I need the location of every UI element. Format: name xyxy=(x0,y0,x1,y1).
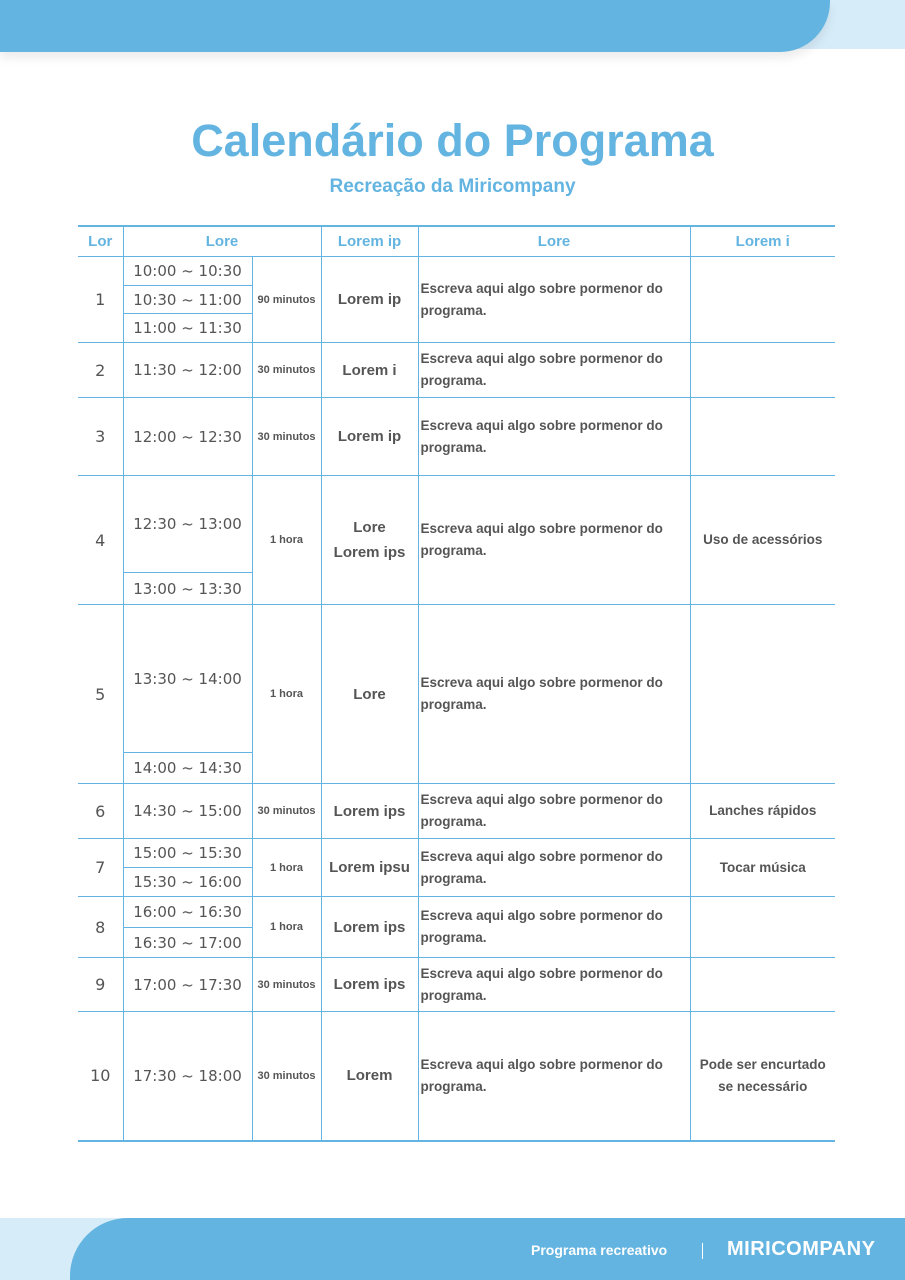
time-slot: 13:30 ~ 14:00 xyxy=(123,605,252,753)
column-header: Lorem i xyxy=(690,226,835,257)
row-number: 3 xyxy=(78,398,123,476)
schedule-table xyxy=(78,225,835,1142)
row-number: 5 xyxy=(78,605,123,784)
time-slot: 14:00 ~ 14:30 xyxy=(123,753,252,784)
column-header: Lor xyxy=(78,226,123,257)
activity-line: Lore xyxy=(353,519,386,536)
duration-cell: 1 hora xyxy=(252,605,321,784)
footer-label: Programa recreativo xyxy=(531,1242,668,1258)
time-slot: 17:30 ~ 18:00 xyxy=(123,1012,252,1141)
duration-cell: 30 minutos xyxy=(252,1012,321,1141)
row-number: 6 xyxy=(78,784,123,839)
description-cell: Escreva aqui algo sobre pormenor do programa. xyxy=(418,784,690,839)
column-header: Lore xyxy=(123,226,321,257)
row-number: 1 xyxy=(78,257,123,343)
footer-brand: MIRICOMPANY xyxy=(727,1238,876,1260)
table-header-row xyxy=(78,226,835,257)
row-number: 9 xyxy=(78,958,123,1012)
notes-cell xyxy=(690,958,835,1012)
duration-cell: 90 minutos xyxy=(252,257,321,343)
duration-cell: 1 hora xyxy=(252,839,321,897)
time-slot: 17:00 ~ 17:30 xyxy=(123,958,252,1012)
notes-cell: Pode ser encurtado se necessário xyxy=(690,1012,835,1141)
table-row xyxy=(78,605,835,753)
description-cell: Escreva aqui algo sobre pormenor do programa. xyxy=(418,897,690,958)
description-cell: Escreva aqui algo sobre pormenor do programa. xyxy=(418,257,690,343)
table-row xyxy=(78,839,835,868)
time-slot: 11:00 ~ 11:30 xyxy=(123,314,252,343)
time-slot: 15:00 ~ 15:30 xyxy=(123,839,252,868)
time-slot: 16:30 ~ 17:00 xyxy=(123,928,252,958)
column-header: Lorem ip xyxy=(321,226,418,257)
table-row xyxy=(78,1012,835,1141)
description-cell: Escreva aqui algo sobre pormenor do programa. xyxy=(418,398,690,476)
page-title: Calendário do Programa xyxy=(191,115,714,166)
table-row xyxy=(78,343,835,398)
time-slot: 14:30 ~ 15:00 xyxy=(123,784,252,839)
activity-cell: Lorem ips xyxy=(321,897,418,958)
table-row xyxy=(78,897,835,928)
table-row xyxy=(78,257,835,286)
notes-cell xyxy=(690,343,835,398)
table-row xyxy=(78,784,835,839)
activity-cell: Lorem ips xyxy=(321,958,418,1012)
notes-cell xyxy=(690,605,835,784)
duration-cell: 30 minutos xyxy=(252,398,321,476)
page-subtitle: Recreação da Miricompany xyxy=(329,176,576,197)
time-slot: 10:00 ~ 10:30 xyxy=(123,257,252,286)
notes-cell xyxy=(690,897,835,958)
notes-cell: Tocar música xyxy=(690,839,835,897)
duration-cell: 30 minutos xyxy=(252,784,321,839)
description-cell: Escreva aqui algo sobre pormenor do programa. xyxy=(418,839,690,897)
duration-cell: 30 minutos xyxy=(252,343,321,398)
row-number: 7 xyxy=(78,839,123,897)
activity-cell: Lorem ip xyxy=(321,257,418,343)
description-cell: Escreva aqui algo sobre pormenor do programa. xyxy=(418,605,690,784)
activity-cell: Lorem xyxy=(321,1012,418,1141)
time-slot: 15:30 ~ 16:00 xyxy=(123,868,252,897)
description-cell: Escreva aqui algo sobre pormenor do programa. xyxy=(418,476,690,605)
column-header: Lore xyxy=(418,226,690,257)
description-cell: Escreva aqui algo sobre pormenor do programa. xyxy=(418,958,690,1012)
notes-cell xyxy=(690,257,835,343)
description-cell: Escreva aqui algo sobre pormenor do programa. xyxy=(418,1012,690,1141)
header-band xyxy=(0,0,830,52)
notes-cell: Lanches rápidos xyxy=(690,784,835,839)
activity-cell xyxy=(321,476,418,605)
footer-divider xyxy=(702,1243,703,1259)
table-row xyxy=(78,398,835,476)
row-number: 2 xyxy=(78,343,123,398)
duration-cell: 1 hora xyxy=(252,897,321,958)
row-number: 4 xyxy=(78,476,123,605)
notes-cell xyxy=(690,398,835,476)
activity-line: Lorem ips xyxy=(333,544,406,561)
time-slot: 12:30 ~ 13:00 xyxy=(123,476,252,573)
time-slot: 16:00 ~ 16:30 xyxy=(123,897,252,928)
activity-cell: Lorem i xyxy=(321,343,418,398)
duration-cell: 30 minutos xyxy=(252,958,321,1012)
table-row xyxy=(78,958,835,1012)
time-slot: 12:00 ~ 12:30 xyxy=(123,398,252,476)
duration-cell: 1 hora xyxy=(252,476,321,605)
activity-cell: Lorem ips xyxy=(321,784,418,839)
notes-cell: Uso de acessórios xyxy=(690,476,835,605)
activity-cell: Lore xyxy=(321,605,418,784)
description-cell: Escreva aqui algo sobre pormenor do programa. xyxy=(418,343,690,398)
table-row xyxy=(78,476,835,573)
activity-cell: Lorem ipsu xyxy=(321,839,418,897)
time-slot: 11:30 ~ 12:00 xyxy=(123,343,252,398)
row-number: 10 xyxy=(78,1012,123,1141)
time-slot: 10:30 ~ 11:00 xyxy=(123,286,252,314)
activity-cell: Lorem ip xyxy=(321,398,418,476)
row-number: 8 xyxy=(78,897,123,958)
time-slot: 13:00 ~ 13:30 xyxy=(123,573,252,605)
